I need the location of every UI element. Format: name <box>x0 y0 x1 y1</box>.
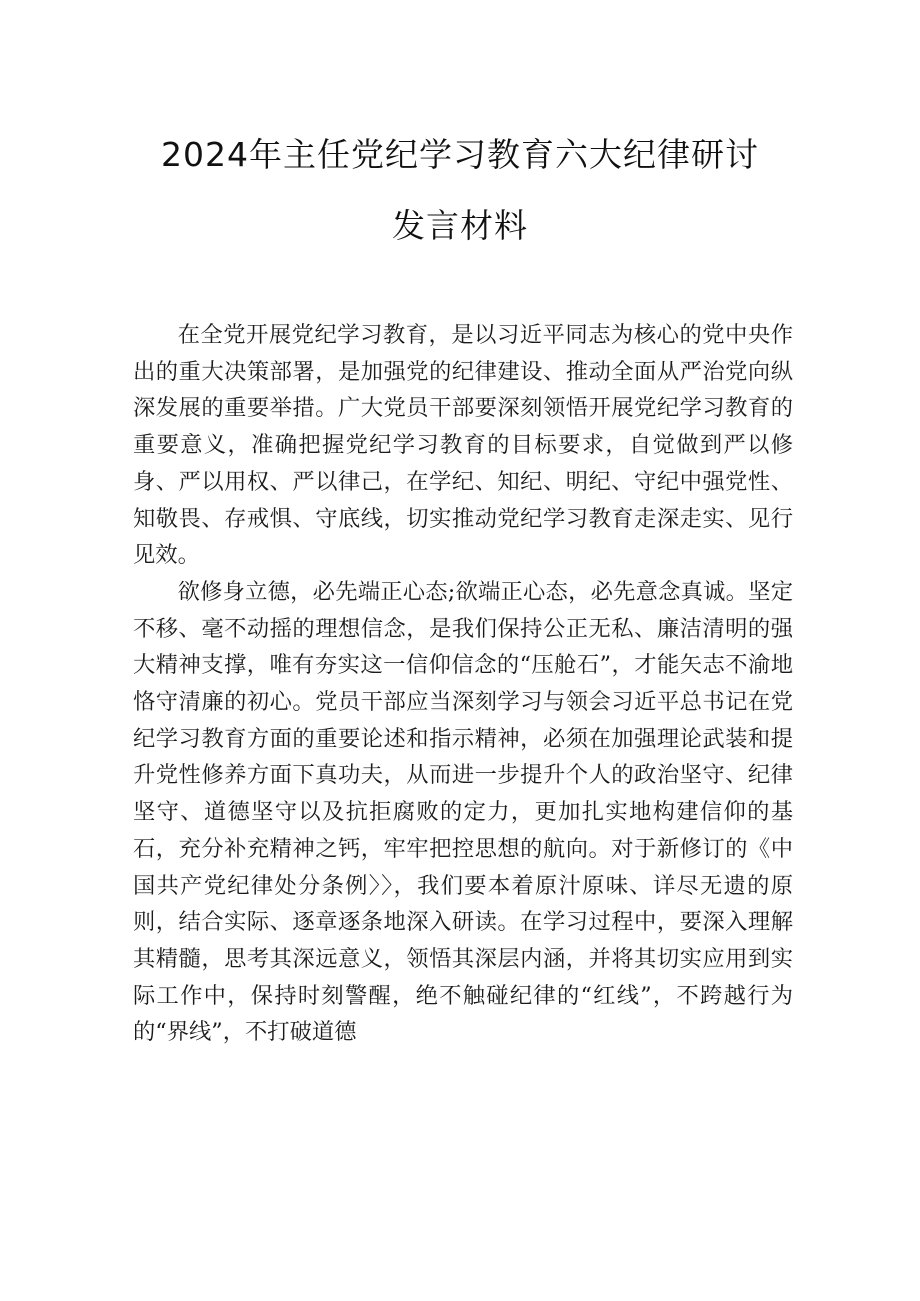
document-title-line-2: 发言材料 <box>392 206 528 245</box>
paragraph-1: 在全党开展党纪学习教育，是以习近平同志为核心的党中央作出的重大决策部署，是加强党的纪律建设、推动全面从严治党向纵深发展的重要举措。广大党员干部要深刻领悟开展党纪学习教育的重要意义，准确把握党纪学习教育的目标要求，自觉做到严以修身、严以用权、严以律己，在学纪、知纪、明纪、守纪中强党性、知敬畏、存戒惧、守底线，切实推动党纪学习教育走深走实、见行见效。 <box>133 322 793 569</box>
document-title-line-1: 2024年主任党纪学习教育六大纪律研讨 <box>161 135 759 174</box>
document-body <box>133 317 793 1051</box>
paragraph-2: 欲修身立德，必先端正心态;欲端正心态，必先意念真诚。坚定不移、毫不动摇的理想信念，是我们保持公正无私、廉洁清明的强大精神支撑，唯有夯实这一信仰信念的“压舱石”，才能矢志不渝地恪守清廉的初心。党员干部应当深刻学习与领会习近平总书记在党纪学习教育方面的重要论述和指示精神，必须在加强理论武装和提升党性修养方面下真功夫，从而进一步提升个人的政治坚守、纪律坚守、道德坚守以及抗拒腐败的定力，更加扎实地构建信仰的基石，充分补充精神之钙，牢牢把控思想的航向。对于新修订的《中国共产党纪律处分条例〉〉，我们要本着原汁原味、详尽无遗的原则，结合实际、逐章逐条地深入研读。在学习过程中，要深入理解其精髓，思考其深远意义，领悟其深层内涵，并将其切实应用到实际工作中，保持时刻警醒，绝不触碰纪律的“红线”，不跨越行为的“界线”，不打破道德 <box>133 578 793 1046</box>
